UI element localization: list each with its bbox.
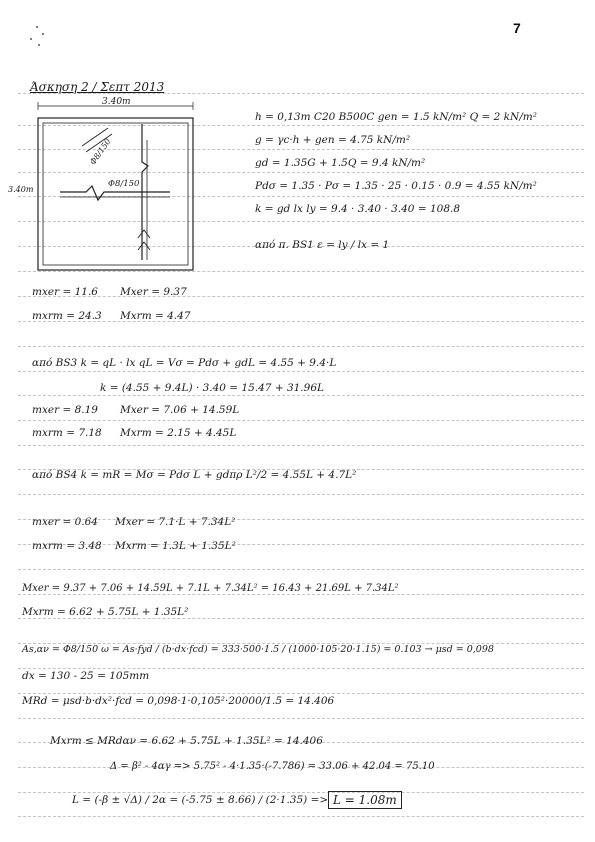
page-number: 7 [513,20,521,36]
dim-left-label: 3.40m [8,185,34,194]
bs1-Mxrm: Mxrm = 4.47 [120,310,191,322]
dim-top-label: 3.40m [102,97,131,107]
param-line-1: h = 0,13m C20 B500C gen = 1.5 kN/m² Q = 2 kN/m² [255,111,537,123]
slab-outline [38,118,193,270]
bs4-mxer: mxer = 0.64 [32,516,98,528]
slab-sketch [8,97,235,278]
bs3-mxrm: mxrm = 7.18 [32,427,102,439]
param-line-2: g = γc·h + gen = 4.75 kN/m² [255,134,411,146]
slab-drawing [20,97,235,278]
design-dx-line: dx = 130 - 25 = 105mm [22,670,150,682]
bs3-Mxer: Mxer = 7.06 + 14.59L [120,404,240,416]
param-line-3: gd = 1.35G + 1.5Q = 9.4 kN/m² [255,157,426,169]
bs3-Mxrm: Mxrm = 2.15 + 4.45L [120,427,237,439]
bs4-line-1: από BS4 k = mR = Mσ = Pdσ L + gdπρ L²/2 = 4.55L + 4.7L² [32,469,357,481]
total-Mxrm: Mxrm = 6.62 + 5.75L + 1.35L² [22,606,189,618]
solution-delta: Δ = β² - 4αγ => 5.75² - 4·1.35·(-7.786) = 33.06 + 42.04 = 75.10 [110,761,435,772]
bs1-Mxer: Mxer = 9.37 [120,286,187,298]
bs1-mxer: mxer = 11.6 [32,286,98,298]
bs3-line-2: k = (4.55 + 9.4L) · 3.40 = 15.47 + 31.96L [100,382,324,394]
bs1-mxrm: mxrm = 24.3 [32,310,102,322]
param-line-5: k = gd lx ly = 9.4 · 3.40 · 3.40 = 108.8 [255,203,461,215]
bs4-mxrm: mxrm = 3.48 [32,540,102,552]
table-ref-line: από π. BS1 ε = ly / lx = 1 [255,239,390,251]
solution-result: L = 1.08m [328,791,402,809]
exercise-title: Άσκηση 2 / Σεπτ 2013 [30,80,165,94]
bs4-Mxrm: Mxrm = 1.3L + 1.35L² [115,540,236,552]
design-as-line: As,αν = Φ8/150 ω = As·fyd / (b·dx·fcd) = 333·500·1.5 / (1000·105·20·1.15) = 0.103 → μsd = 0,098 [22,644,494,655]
slab-inner-outline [43,123,188,265]
design-mrd-line: MRd = μsd·b·dx²·fcd = 0,098·1·0,105²·20000/1.5 = 14.406 [22,695,335,707]
total-Mxer: Mxer = 9.37 + 7.06 + 14.59L + 7.1L + 7.34L² = 16.43 + 21.69L + 7.34L² [22,583,399,594]
solution-ineq: Mxrm ≤ MRdαν = 6.62 + 5.75L + 1.35L² = 14.406 [50,735,323,747]
bs4-Mxer: Mxer = 7.1·L + 7.34L² [115,516,236,528]
solution-root-formula: L = (-β ± √Δ) / 2α = (-5.75 ± 8.66) / (2·1.35) => [72,794,329,806]
bs3-line-1: από BS3 k = qL · lx qL = Vσ = Pdσ + gdL = 4.55 + 9.4·L [32,357,337,369]
rebar-label-2: Φ8/150 [108,179,140,189]
param-line-4: Pdσ = 1.35 · Pσ = 1.35 · 25 · 0.15 · 0.9 = 4.55 kN/m² [255,180,537,192]
bs3-mxer: mxer = 8.19 [32,404,98,416]
rebar-label-1: Φ8/150 [88,136,113,167]
